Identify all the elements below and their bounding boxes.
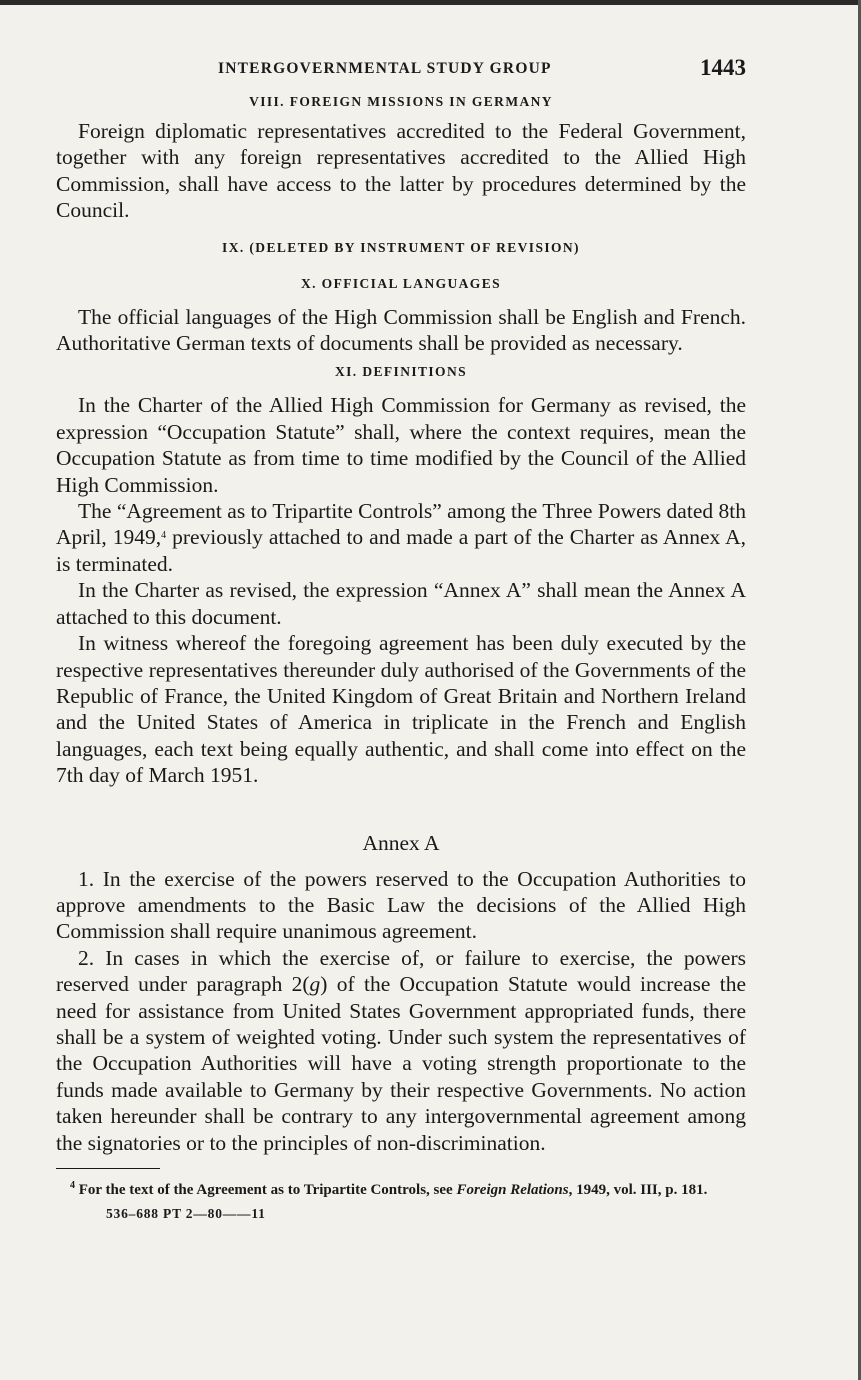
footnote-rule	[56, 1168, 160, 1169]
section-heading-ix: IX. (DELETED BY INSTRUMENT OF REVISION)	[222, 239, 580, 255]
annex-paragraph-1: 1. In the exercise of the powers reserved to the Occupation Authorities to approve amendments to the Basic Law the decisions of the Allied High Commission shall require unanimous agreement.	[56, 866, 746, 944]
running-header	[56, 52, 746, 88]
section-heading-xi: XI. DEFINITIONS	[334, 364, 468, 380]
footnote-reference-4: 4	[161, 530, 167, 542]
paragraph-official-languages: The official languages of the High Commission shall be English and French. Authoritative German texts of documents shall be provided as necessary.	[56, 304, 746, 356]
footnote-4	[56, 1181, 746, 1200]
paragraph-definitions-1: In the Charter of the Allied High Commission for Germany as revised, the expression “Occupation Statute” shall, where the context requires, mean the Occupation Statute as from time to time modified by the Council of the Allied High Commission.	[56, 393, 746, 497]
paragraph-definitions-3: In the Charter as revised, the expression “Annex A” shall mean the Annex A attached to this document.	[56, 578, 746, 629]
page-number: 1443	[700, 55, 746, 80]
running-title: INTERGOVERNMENTAL STUDY GROUP	[218, 60, 552, 77]
annex-heading: Annex A	[362, 830, 440, 855]
print-code: 536–688 PT 2—80——11	[106, 1206, 266, 1221]
annex-paragraph-2	[56, 945, 746, 1156]
annex-paragraph-2-italic: g	[309, 972, 321, 997]
annex-paragraph-2-text-b: ) of the Occupation Statute would increase the need for assistance from United States Government appropriated funds, there shall be a system of weighted voting. Under such system the representatives of the Occupation Authorities will have a voting strength proportionate to the funds made available to Germany by their respective Governments. No action taken hereunder shall be contrary to any intergovernmental agreement among the signatories or to the principles of non-discrimination.	[56, 972, 747, 1155]
footnote-text-b: , 1949, vol. III, p. 181.	[568, 1182, 708, 1198]
section-heading-x: X. OFFICIAL LANGUAGES	[300, 275, 502, 291]
footnote-text-a: For the text of the Agreement as to Tripartite Controls, see	[75, 1182, 457, 1198]
annex-paragraph-2-text-a: 2. In cases in which the exercise of, or failure to exercise, the powers reserved under paragraph 2(	[56, 945, 746, 997]
paragraph-foreign-missions: Foreign diplomatic representatives accredited to the Federal Government, together with any foreign representatives accredited to the Allied High Commission, shall have access to the latter by procedures determined by the Council.	[56, 119, 746, 223]
footnote-marker: 4	[70, 1180, 75, 1191]
paragraph-definitions-2-text-b: previously attached to and made a part of the Charter as Annex A, is terminated.	[56, 525, 746, 576]
paragraph-definitions-2-text-a: The “Agreement as to Tripartite Controls” among the Three Powers dated 8th April, 1949,	[56, 499, 746, 550]
page-top-edge	[0, 0, 861, 5]
document-page	[56, 52, 746, 1222]
paragraph-definitions-2	[56, 498, 746, 577]
paragraph-witness: In witness whereof the foregoing agreement has been duly executed by the respective representatives thereunder duly authorised of the Governments of the Republic of France, the United Kingdom of Great Britain and Northern Ireland and the United States of America in triplicate in the French and English languages, each text being equally authentic, and shall come into effect on the 7th day of March 1951.	[56, 631, 746, 788]
footnote-italic-title: Foreign Relations	[456, 1182, 569, 1198]
section-heading-viii: VIII. FOREIGN MISSIONS IN GERMANY	[249, 94, 553, 109]
